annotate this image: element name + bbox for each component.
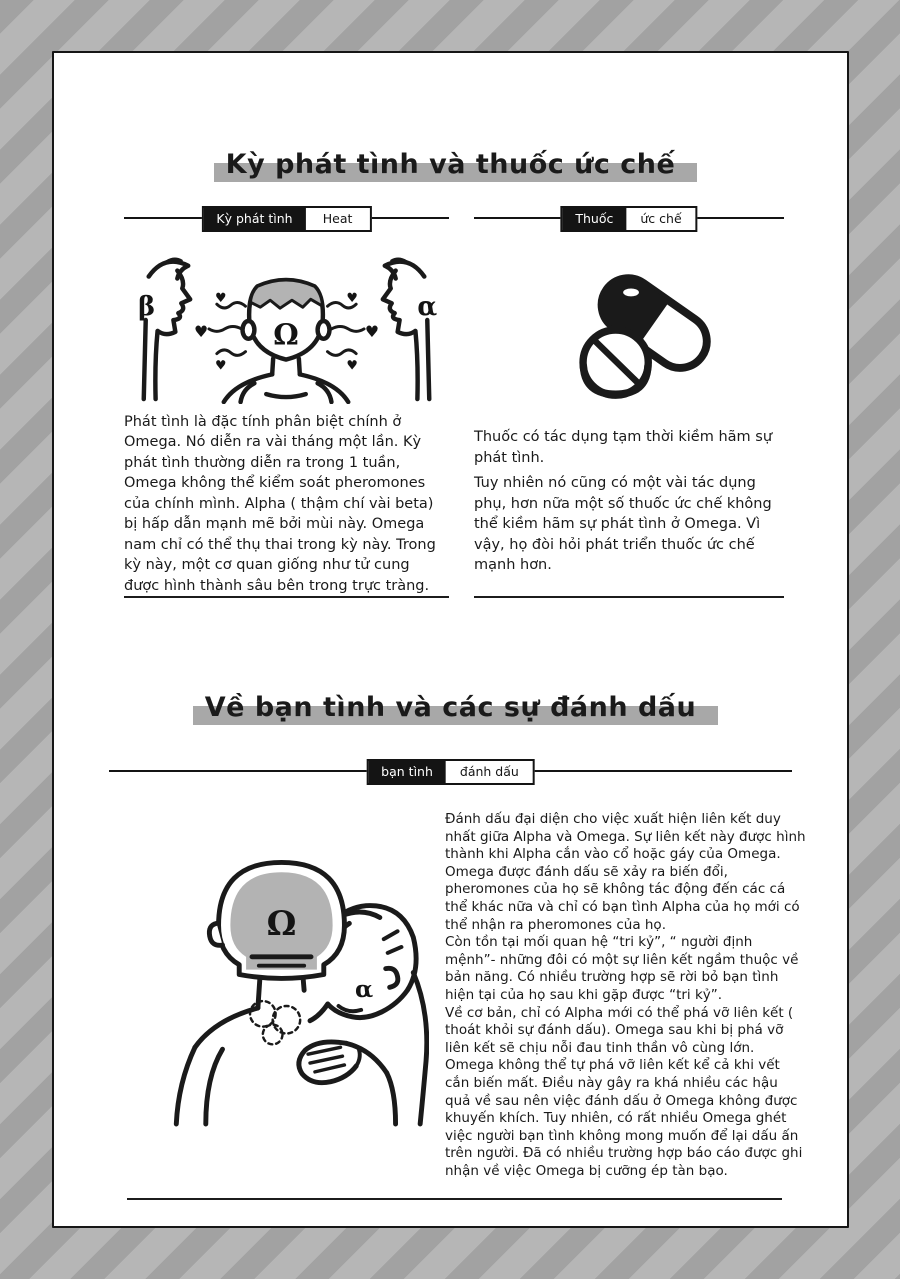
heat-column [124, 206, 449, 598]
heat-tag-vietnamese: Kỳ phát tình [203, 208, 305, 230]
heat-paragraph: Phát tình là đặc tính phân biệt chính ở Omega. Nó diễn ra vài tháng một lần. Kỳ phát tình thường diễn ra trong 1 tuần, Omega không thể kiểm soát pheromones của chính mình. Alpha ( thậm chí vài beta) bị hấp dẫn mạnh mẽ bởi mùi này. Omega nam chỉ có thể thụ thai trong kỳ này. Trong kỳ này, một cơ quan giống như tử cung được hình thành sâu bên trong trực tràng. [124, 413, 436, 594]
alpha-label: α [355, 975, 374, 1004]
beta-label: β [138, 291, 156, 322]
suppressant-tag-secondary: ức chế [640, 211, 682, 226]
marking-paragraph-4: Về cơ bản, chỉ có Alpha mới có thể phá vỡ liên kết ( thoát khỏi sự đánh dấu). Omega sau khi bị phá vỡ liên kết sẽ chịu nỗi đau tinh thần vô cùng lớn. [445, 1004, 794, 1056]
mate-tag-row [109, 759, 792, 785]
heart-icon: ♥ [215, 357, 227, 373]
section2-body [134, 811, 847, 1180]
heat-tag-pair [201, 206, 371, 232]
manga-info-page [52, 51, 849, 1228]
suppressant-tag-pair [560, 206, 697, 232]
marking-paragraph-2: Omega được đánh dấu sẽ xảy ra biến đổi, pheromones của họ sẽ không tác động đến các cá thể khác nữa và chỉ có bạn tình Alpha của họ mới có thể nhận ra pheromones của họ. [445, 863, 800, 933]
section2-title: Về bạn tình và các sự đánh dấu [199, 692, 702, 723]
suppressant-paragraph-1: Thuốc có tác dụng tạm thời kiềm hãm sự phát tình. [474, 429, 773, 466]
heat-tag-row [124, 206, 449, 225]
heat-end-rule [124, 596, 449, 598]
mate-tag-primary: bạn tình [368, 761, 446, 783]
suppressant-column [474, 206, 784, 598]
mate-tag-pair [366, 759, 535, 785]
section1-title: Kỳ phát tình và thuốc ức chế [220, 149, 682, 180]
heart-icon: ♥ [346, 357, 358, 373]
section2-end-rule [127, 1198, 782, 1200]
suppressant-paragraph-2: Tuy nhiên nó cũng có một vài tác dụng phụ, hơn nữa một số thuốc ức chế không thể kiềm hãm sự phát tình ở Omega. Vì vậy, họ đòi hỏi phát triển thuốc ức chế mạnh hơn. [474, 475, 772, 573]
alpha-label: α [417, 291, 438, 322]
suppressant-end-rule [474, 596, 784, 598]
omega-label: Ω [266, 904, 297, 944]
marking-text-block [445, 811, 807, 1180]
omega-label: Ω [273, 317, 299, 352]
mate-tag-secondary: đánh dấu [459, 764, 519, 779]
bite-illustration [134, 823, 429, 1128]
section1-columns [124, 206, 784, 598]
suppressant-tag-primary: Thuốc [562, 208, 626, 230]
suppressant-tag-row [474, 206, 784, 232]
alpha-profile [383, 259, 429, 399]
marking-paragraph-3: Còn tồn tại mối quan hệ “tri kỷ”, “ người định mệnh”- những đôi có một sự liên kết ngầm thuộc về bản năng. Có nhiều trường hợp sẽ rời bỏ bạn tình hiện tại của họ sau khi gặp được “tri kỷ”. [445, 934, 799, 1003]
beta-profile [144, 259, 190, 399]
heat-tag-english: Heat [322, 211, 353, 226]
section2-title-row [54, 692, 847, 723]
marking-paragraph-1: Đánh dấu đại diện cho việc xuất hiện liên kết duy nhất giữa Alpha và Omega. Sự liên kết này được hình thành khi Alpha cắn vào cổ hoặc gáy của Omega. [445, 811, 806, 863]
tablet-icon [583, 330, 648, 395]
heart-icon: ♥ [346, 290, 358, 306]
heart-icon: ♥ [364, 321, 380, 341]
pills-illustration [474, 248, 784, 411]
section1-title-row [54, 53, 847, 180]
marking-paragraph-5: Omega không thể tự phá vỡ liên kết kể cả khi vết cắn biến mất. Điều này gây ra khá nhiều các hậu quả về sau nên việc đánh dấu ở Omega không được khuyến khích. Tuy nhiên, có rất nhiều Omega ghét việc người bạn tình không mong muốn để lại dấu ấn trên người. Đã có nhiều trường hợp báo cáo được ghi nhận về việc Omega bị cưỡng ép tàn bạo. [445, 1057, 803, 1179]
heart-icon: ♥ [193, 321, 209, 341]
bite-illustration-box [134, 823, 429, 1180]
heart-icon: ♥ [215, 290, 227, 306]
heat-illustration [124, 241, 449, 404]
